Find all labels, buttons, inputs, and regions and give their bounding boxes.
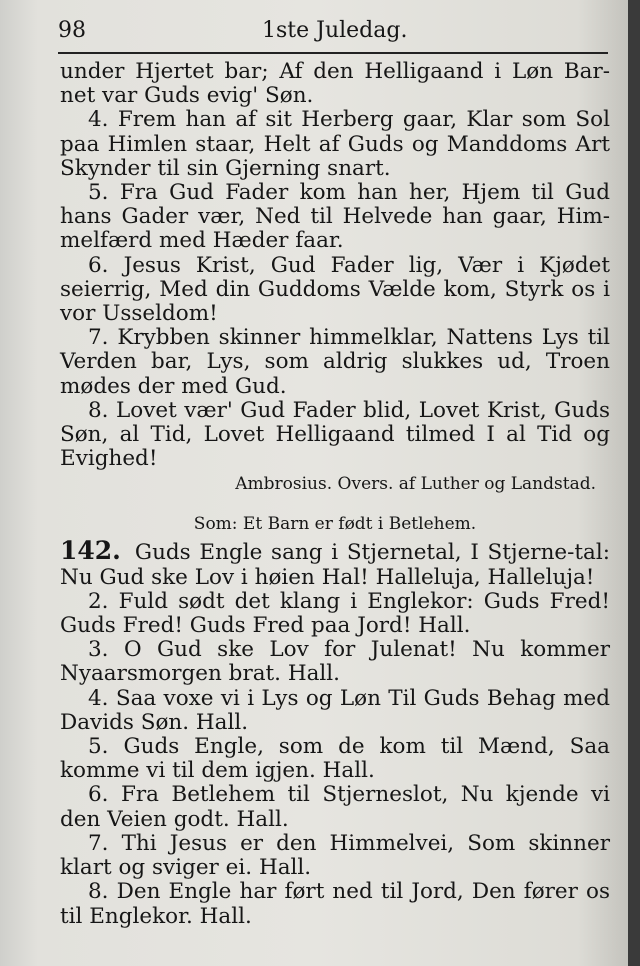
verse — [60, 735, 610, 783]
running-title: 1ste Juledag. — [262, 18, 408, 43]
verse-number: 5. — [88, 180, 109, 206]
verse — [60, 108, 610, 181]
verse-number: 7. — [88, 830, 109, 856]
verse-number: 7. — [88, 325, 109, 351]
hymn-141-continued — [60, 60, 610, 495]
page-body — [60, 60, 610, 929]
verse-text: Den Engle har ført ned til Jord, Den fører os til Englekor. Hall. — [60, 879, 610, 929]
verse-number: 8. — [88, 879, 109, 905]
continued-lines: under Hjertet bar; Af den Helligaand i Løn Bar-net var Guds evig' Søn. — [60, 59, 610, 109]
verse — [60, 880, 610, 928]
verse-text: Thi Jesus er den Himmelvei, Som skinner klart og sviger ei. Hall. — [60, 830, 610, 881]
verse-text: Lovet vær' Gud Fader blid, Lovet Krist, Guds Søn, al Tid, Lovet Helligaand tilmed I al Tid og Evighed! — [60, 397, 610, 472]
verse-text: Fra Gud Fader kom han her, Hjem til Gud hans Gader vær, Ned til Helvede han gaar, Him-melfærd med Hæder faar. — [60, 180, 610, 254]
verse-text: Frem han af sit Herberg gaar, Klar som Sol paa Himlen staar, Helt af Guds og Manddoms Art Skynder til sin Gjerning snart. — [60, 107, 610, 181]
verse — [60, 590, 610, 638]
verse-number: 6. — [88, 252, 109, 278]
verse-text: Guds Engle sang i Stjernetal, I Stjerne-tal: Nu Gud ske Lov i høien Hal! Halleluja, Halleluja! — [60, 540, 610, 590]
verse-text: Fra Betlehem til Stjerneslot, Nu kjende vi den Veien godt. Hall. — [60, 782, 611, 832]
verse — [60, 399, 610, 472]
verse — [60, 687, 610, 735]
verse-text: Fuld sødt det klang i Englekor: Guds Fred! Guds Fred! Guds Fred paa Jord! Hall. — [60, 588, 610, 639]
verse-number: 5. — [88, 734, 109, 760]
hymn-number: 142. — [60, 536, 121, 566]
verse-text: O Gud ske Lov for Julenat! Nu kommer Nyaarsmorgen brat. Hall. — [60, 637, 610, 687]
verse — [60, 783, 610, 831]
verse-number: 4. — [88, 685, 109, 711]
header-rule — [58, 52, 608, 54]
verse-text: Saa voxe vi i Lys og Løn Til Guds Behag med Davids Søn. Hall. — [60, 685, 610, 735]
verse — [60, 536, 610, 590]
verse-number: 2. — [88, 588, 109, 614]
verse-number: 8. — [88, 397, 109, 423]
verse-number: 4. — [88, 107, 109, 133]
hymn-142 — [60, 513, 610, 928]
verse-number: 6. — [88, 782, 109, 808]
verse — [60, 326, 610, 399]
verse-number: 3. — [88, 637, 109, 663]
verse — [60, 638, 610, 686]
page-number: 98 — [58, 18, 86, 43]
tune-line: Som: Et Barn er født i Betlehem. — [193, 514, 477, 535]
verse-text: Krybben skinner himmelklar, Nattens Lys til Verden bar, Lys, som aldrig slukkes ud, Troen mødes der med Gud. — [60, 325, 610, 399]
hymn-attribution: Ambrosius. Overs. af Luther og Landstad. — [235, 474, 596, 495]
verse-text: Guds Engle, som de kom til Mænd, Saa komme vi til dem igjen. Hall. — [60, 734, 610, 784]
verse-text: Jesus Krist, Gud Fader lig, Vær i Kjødet seierrig, Med din Guddoms Vælde kom, Styrk os i vor Usseldom! — [60, 252, 610, 327]
verse — [60, 181, 610, 254]
page-header — [0, 18, 628, 48]
verse — [60, 832, 610, 880]
verse — [60, 254, 610, 327]
